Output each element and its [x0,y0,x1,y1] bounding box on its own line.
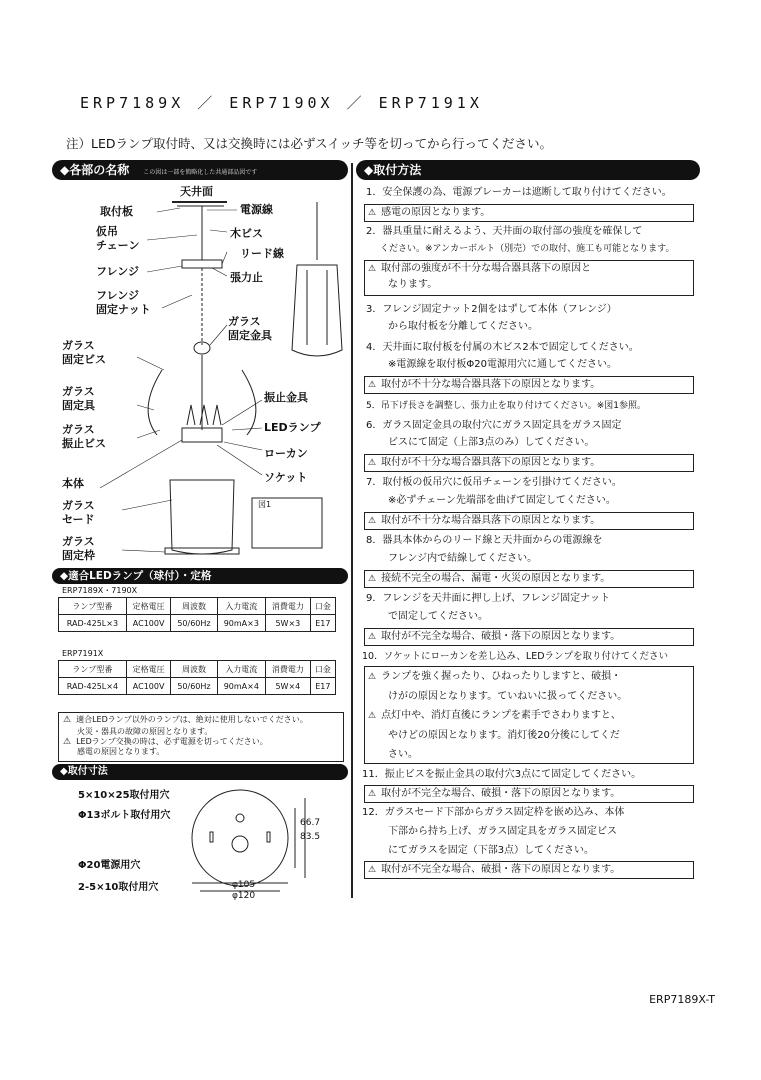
dim-83-5: 83.5 [300,832,321,842]
doc-footer: ERP7189X-T [649,993,715,1006]
lamp-warning-box [58,712,344,762]
label-power-cable: 電源線 [240,203,273,216]
warning-icon: ⚠ [368,865,377,875]
table-cell: ランプ型番 [59,598,127,615]
label-rokan: ローカン [264,447,308,460]
label-swing-stop-bracket: 振止金具 [264,391,308,404]
lamp-warning-1: 適合LEDランプ以外のランプは、絶対に使用しないでください。 [76,715,308,724]
label-glass3: ガラス [62,385,95,398]
warn-2 [364,260,694,296]
warn-6-text: 取付が不十分な場合器具落下の原因となります。 [381,457,601,468]
label-mounting-plate: 取付板 [100,205,133,218]
install-header [356,160,700,180]
warn-1 [364,204,694,222]
dim-hole-1: 5×10×25取付用穴 [78,790,170,801]
warn-4-text: 取付が不十分な場合器具落下の原因となります。 [381,379,601,390]
warning-icon: ⚠ [368,208,377,218]
lamp-header: ◆適合LEDランプ（球付）・定格 [52,568,348,584]
doc-title: ERP7189X ／ ERP7190X ／ ERP7191X [80,94,483,112]
lamp-warning-2: LEDランプ交換の時は、必ず電源を切ってください。 [76,737,268,746]
table-row [59,678,336,695]
step-2b: ください。※アンカーボルト（別売）での取付、施工も可能となります。 [380,244,675,254]
label-socket: ソケット [264,471,308,484]
warn-10 [364,666,694,764]
warn-7-text: 取付が不十分な場合器具落下の原因となります。 [381,515,601,526]
warn-9-text: 取付が不完全な場合、破損・落下の原因となります。 [381,631,621,642]
warn-7 [364,512,694,530]
step-11: 11．振止ビスを振止金具の取付穴3点にて固定してください。 [362,769,642,780]
step-7a: 7．取付板の仮吊穴に仮吊チェーンを引掛けてください。 [366,477,622,488]
warn-1-text: 感電の原因となります。 [381,207,491,218]
warning-icon: ⚠ [368,632,377,642]
dim-phi-120: φ120 [232,891,256,901]
figure-label: 図1 [258,500,272,509]
table-cell: 90mA×3 [217,615,266,632]
table-row [59,598,336,615]
dims-header: ◆取付寸法 [52,764,348,780]
step-10: 10．ソケットにローカンを差し込み、LEDランプを取り付けてください [362,651,669,662]
step-3b: から取付板を分離してください。 [388,321,538,332]
step-4b: ※電源線を取付板Φ20電源用穴に通してください。 [388,359,617,370]
warn-6 [364,454,694,472]
step-12c: にてガラスを固定（下部3点）してください。 [388,845,595,856]
warn-10d-text: やけどの原因となります。消灯後20分後にしてくだ [388,730,620,741]
warn-12 [364,861,694,879]
step-9a: 9．フレンジを天井面に押し上げ、フレンジ固定ナット [366,593,610,604]
label-glass2: ガラス [62,339,95,352]
label-fixing-frame: 固定枠 [62,549,95,562]
warn-11-text: 取付が不完全な場合、破損・落下の原因となります。 [381,788,621,799]
label-fixing-bracket: 固定金具 [228,329,272,342]
table-cell: 90mA×4 [217,678,266,695]
lamp-model-1: ERP7189X・7190X [62,586,138,595]
label-swing-stop-screw: 振止ビス [62,437,106,450]
label-wood-screw: 木ビス [230,227,263,240]
warn-2b-text: なります。 [388,279,438,290]
step-2a: 2．器具重量に耐えるよう、天井面の取付部の強度を確保して [366,226,643,237]
step-5: 5．吊下げ長さを調整し、張力止を取り付けてください。※図1参照。 [366,401,646,411]
label-temp-hang: 仮吊 [96,225,118,238]
parts-header-text: ◆各部の名称 [60,163,130,177]
table-cell: AC100V [126,678,171,695]
install-header-text: ◆取付方法 [364,163,422,177]
step-4a: 4．天井面に取付板を付属の木ビス2本で固定してください。 [366,342,639,353]
step-8a: 8．器具本体からのリード線と天井面からの電源線を [366,535,603,546]
table-cell: RAD-425L×3 [59,615,127,632]
lamp-table-2 [58,660,336,695]
dim-hole-4: 2-5×10取付用穴 [78,882,159,893]
warning-icon: ⚠ [368,711,377,721]
table-row [59,615,336,632]
label-glass: ガラス [228,315,261,328]
warn-10e-text: さい。 [388,749,418,760]
label-fixing-screw: 固定ビス [62,353,106,366]
label-lead-wire: リード線 [240,247,284,260]
table-cell: 50/60Hz [171,615,217,632]
warning-icon: ⚠ [63,737,72,747]
table-cell: 定格電圧 [126,598,171,615]
table-cell: RAD-425L×4 [59,678,127,695]
label-flange: フレンジ [96,265,140,278]
lamp-warning-2b: 感電の原因となります。 [77,747,165,756]
table-row [59,661,336,678]
label-fixing-nut: 固定ナット [96,303,151,316]
warning-icon: ⚠ [368,789,377,799]
parts-header [52,160,348,180]
dim-hole-2: Φ13ボルト取付用穴 [78,810,171,821]
label-shade: セード [62,513,95,526]
table-cell: 口金 [310,661,335,678]
label-glass4: ガラス [62,423,95,436]
label-glass5: ガラス [62,499,95,512]
warning-icon: ⚠ [368,380,377,390]
warn-2a-text: 取付部の強度が不十分な場合器具落下の原因と [381,263,592,274]
table-cell: 口金 [310,598,335,615]
warning-icon: ⚠ [368,458,377,468]
dim-66-7: 66.7 [300,818,321,828]
table-cell: 5W×4 [266,678,311,695]
table-cell: 周波数 [171,598,217,615]
table-cell: AC100V [126,615,171,632]
table-cell: 50/60Hz [171,678,217,695]
warning-icon: ⚠ [368,574,377,584]
warn-10a-text: ランプを強く握ったり、ひねったりしますと、破損・ [381,671,622,682]
lamp-table-1 [58,597,336,632]
step-1: 1．安全保護の為、電源ブレーカーは遮断して取り付けてください。 [366,187,672,198]
table-cell: 定格電圧 [126,661,171,678]
label-chain: チェーン [96,239,140,252]
table-cell: 入力電流 [217,661,266,678]
table-cell: 消費電力 [266,598,311,615]
label-glass6: ガラス [62,535,95,548]
step-8b: フレンジ内で結線してください。 [388,553,538,564]
step-7b: ※必ずチェーン先端部を曲げて固定してください。 [388,495,616,506]
label-tension-stop: 張力止 [230,271,263,284]
table-cell: 5W×3 [266,615,311,632]
label-ceiling: 天井面 [180,185,213,198]
lamp-warning-1b: 火災・器具の故障の原因となります。 [77,727,213,736]
warn-10c-text: 点灯中や、消灯直後にランプを素手でさわりますと、 [381,710,621,721]
warn-10b-text: けがの原因となります。ていねいに扱ってください。 [388,691,628,702]
table-cell: 入力電流 [217,598,266,615]
warn-4 [364,376,694,394]
dim-hole-3: Φ20電源用穴 [78,860,141,871]
warn-9 [364,628,694,646]
table-cell: ランプ型番 [59,661,127,678]
warning-icon: ⚠ [368,264,377,274]
label-glass-holder: 固定具 [62,399,95,412]
warn-11 [364,785,694,803]
table-cell: 消費電力 [266,661,311,678]
dim-phi-105: φ105 [232,880,256,890]
step-6a: 6．ガラス固定金具の取付穴にガラス固定具をガラス固定 [366,420,622,431]
warn-12-text: 取付が不完全な場合、破損・落下の原因となります。 [381,864,621,875]
warning-icon: ⚠ [368,672,377,682]
table-cell: E17 [310,615,335,632]
step-3a: 3．フレンジ固定ナット2個をはずして本体（フレンジ） [366,304,617,315]
step-12a: 12．ガラスセード下部からガラス固定枠を嵌め込み、本体 [362,807,625,818]
warn-8-text: 接続不完全の場合、漏電・火災の原因となります。 [381,573,611,584]
warning-icon: ⚠ [368,516,377,526]
label-flange2: フレンジ [96,289,140,302]
column-divider [351,163,353,898]
parts-header-note: この図は一部を簡略化した共通部品図です [143,169,258,176]
warning-icon: ⚠ [63,715,72,725]
warn-8 [364,570,694,588]
table-cell: E17 [310,678,335,695]
step-12b: 下部から持ち上げ、ガラス固定具をガラス固定ビス [388,826,617,837]
table-cell: 周波数 [171,661,217,678]
label-body: 本体 [62,477,84,490]
caution-note: 注）LEDランプ取付時、又は交換時には必ずスイッチ等を切ってから行ってください。 [66,136,552,151]
step-9b: で固定してください。 [388,611,488,622]
step-6b: ビスにて固定（上部3点のみ）してください。 [388,437,595,448]
lamp-model-2: ERP7191X [62,649,104,658]
label-led-lamp: LEDランプ [264,421,321,434]
